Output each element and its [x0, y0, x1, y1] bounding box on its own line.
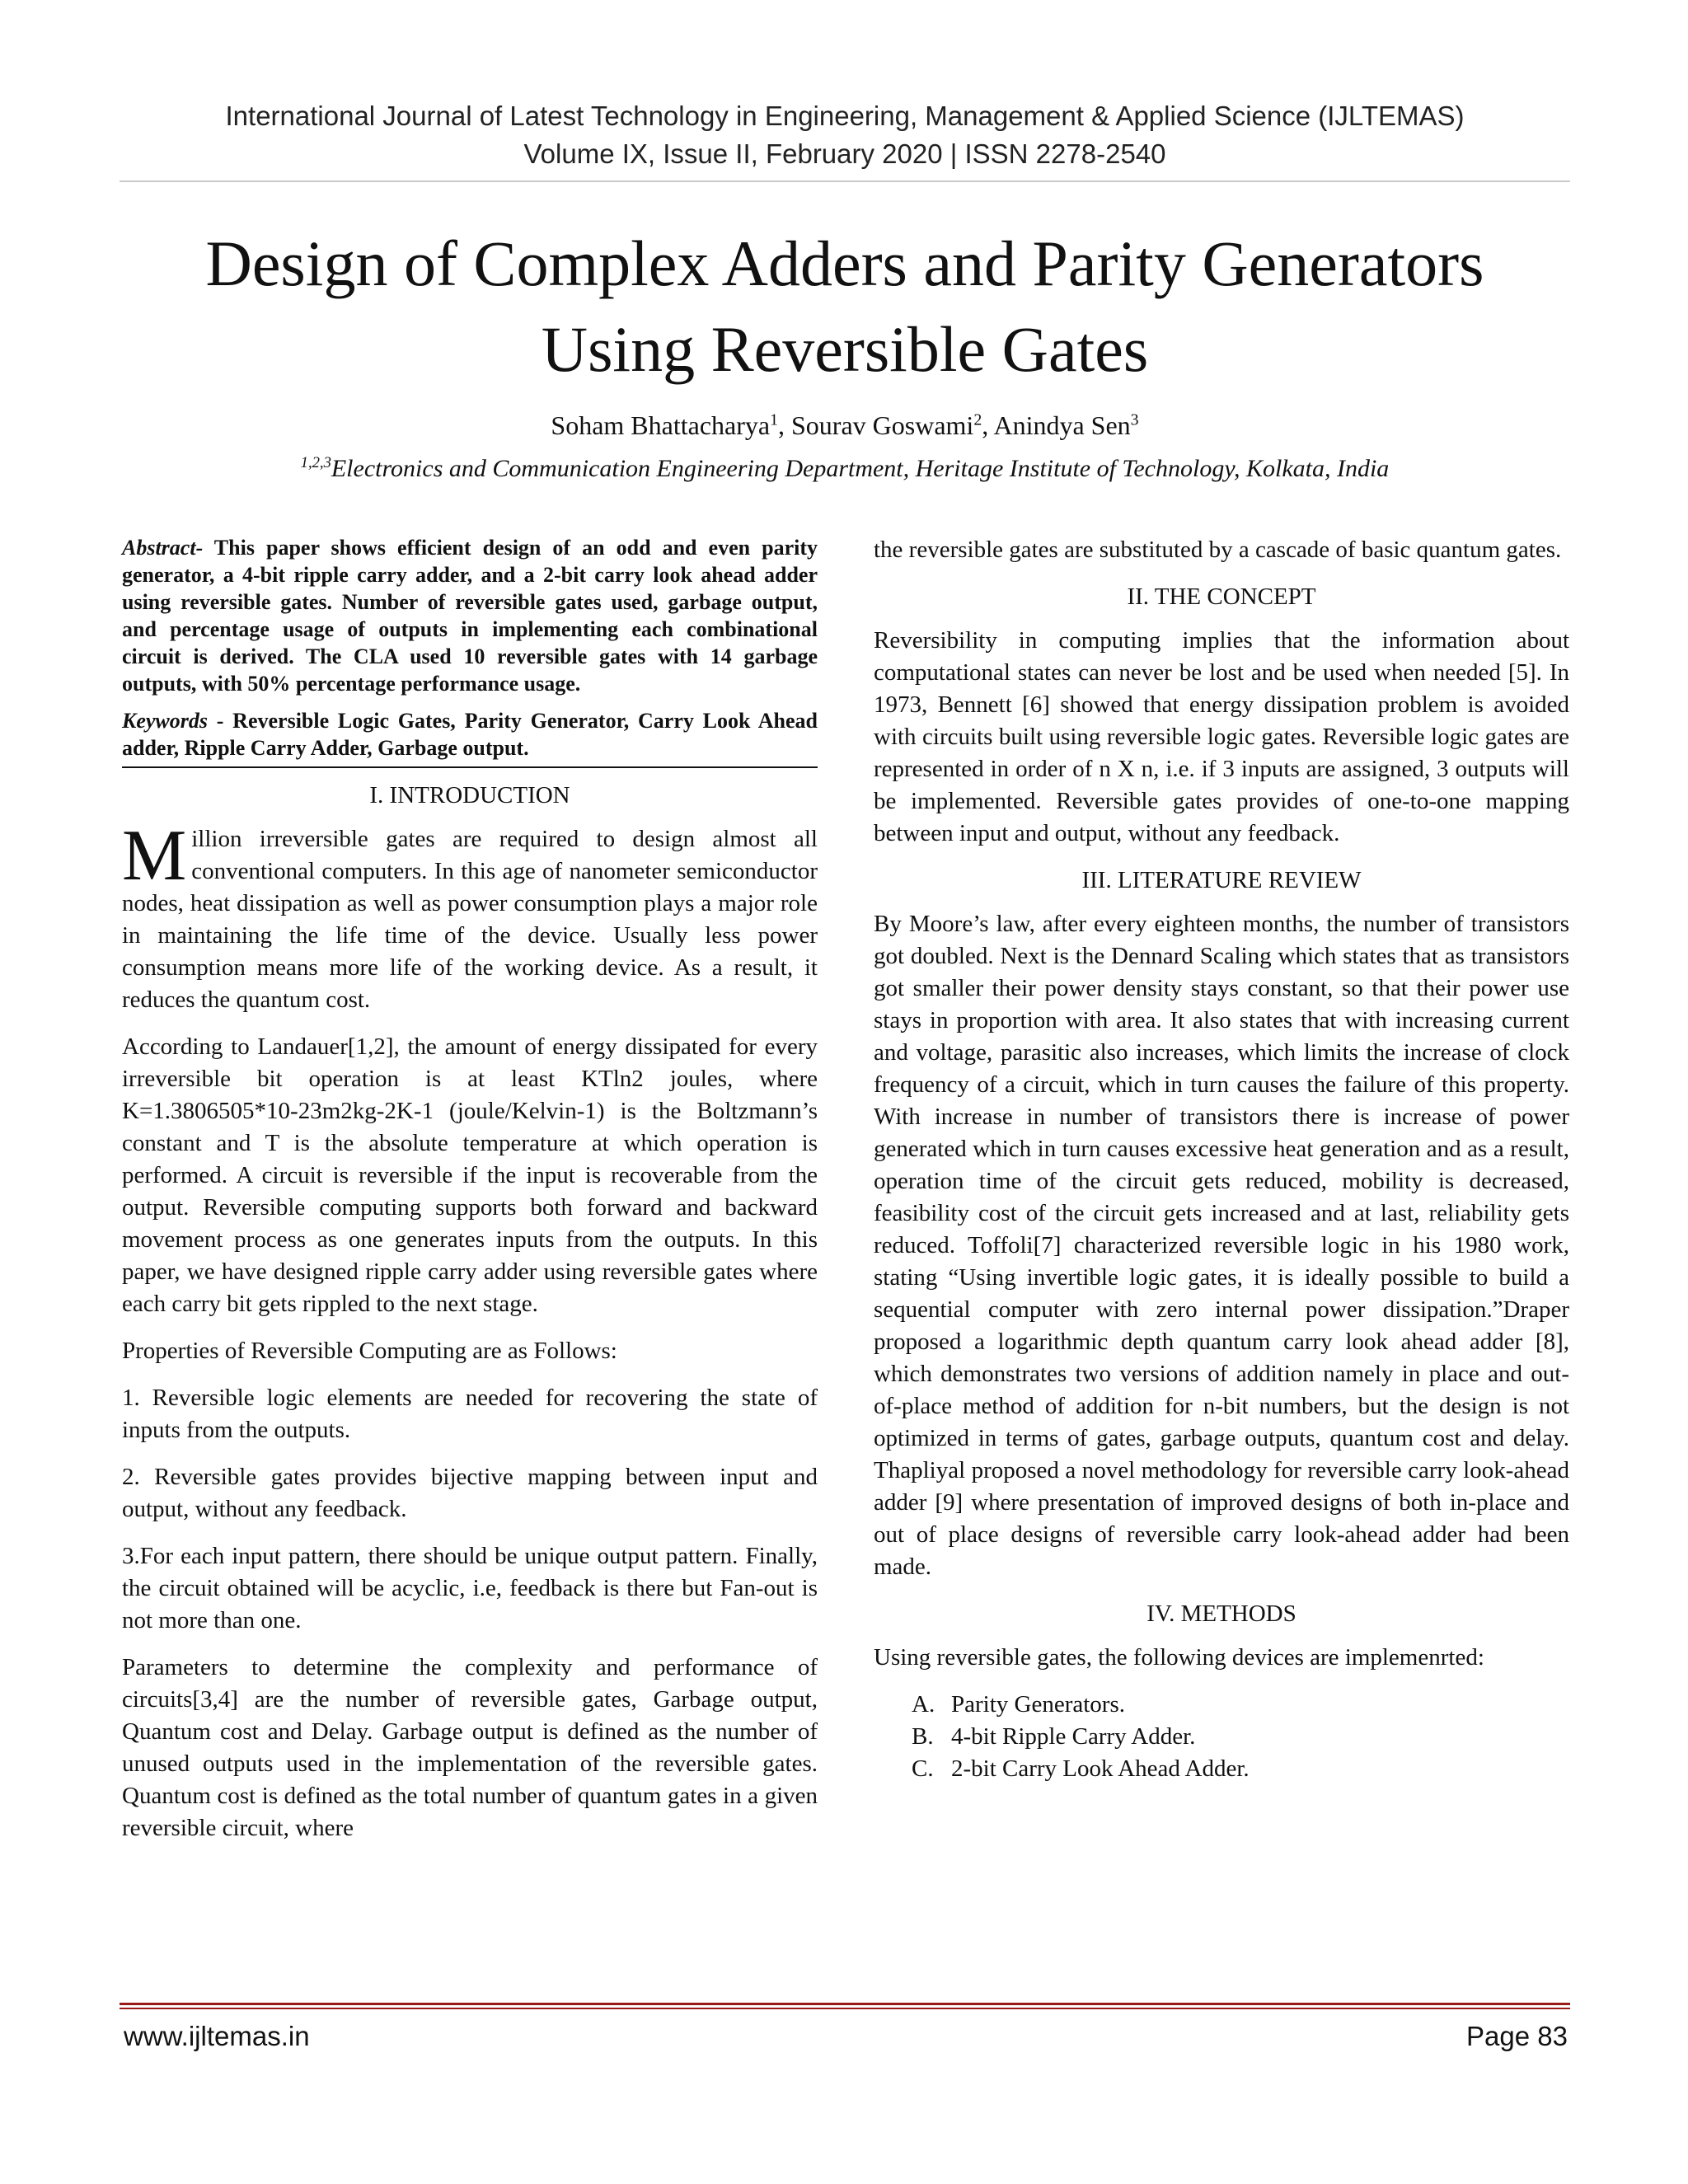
keywords-text: - Reversible Logic Gates, Parity Generator, Carry Look Ahead adder, Ripple Carry Adder, Garbage output. [122, 709, 818, 760]
author-name: Sourav Goswami [791, 410, 974, 440]
list-marker: C. [912, 1755, 934, 1782]
section-heading-literature: III. LITERATURE REVIEW [1081, 867, 1362, 893]
body-paragraph: 3.For each input pattern, there should be unique output pattern. Finally, the circuit obtained will be acyclic, i.e, feedback is there but Fan-out is not more than one. [122, 1543, 818, 1633]
page-number: Page 83 [1466, 2021, 1568, 2051]
list-item-text: Parity Generators. [951, 1691, 1125, 1718]
journal-header [120, 97, 1570, 173]
drop-cap: M [122, 816, 187, 896]
body-paragraph: Using reversible gates, the following devices are implemenrted: [874, 1644, 1484, 1671]
paper-title [120, 221, 1570, 392]
author-sup: 3 [1130, 410, 1139, 429]
footer-website: www.ijltemas.in [124, 2021, 310, 2051]
page-footer [124, 2018, 1568, 2055]
affiliation-text: Electronics and Communication Engineering Department, Heritage Institute of Technology, Kolkata, India [331, 455, 1390, 482]
header-divider [120, 180, 1570, 182]
left-column [122, 534, 818, 1859]
title-line-1: Design of Complex Adders and Parity Generators [205, 227, 1484, 299]
author-list: Soham Bhattacharya$^1$, Sourav Goswami$^2$, Anindya Sen$^3$ [551, 410, 1139, 440]
journal-issue: Volume IX, Issue II, February 2020 | ISSN 2278-2540 [523, 138, 1166, 169]
section-heading-concept: II. THE CONCEPT [1127, 583, 1316, 610]
author-sup: 2 [973, 410, 982, 429]
affiliation [120, 452, 1570, 486]
list-item [912, 1721, 1569, 1753]
body-paragraph: By Moore’s law, after every eighteen months, the number of transistors got doubled. Next is the Dennard Scaling which states that as transistors got smaller their power density stays constant, so that their power use stays in proportion with area. It also states that with increasing current and voltage, parasitic also increases, which limits the increase of clock frequency of a circuit, which in turn causes the failure of this property. With increase in number of transistors there is increase of power generated which in turn causes excessive heat generation and as a result, operation time of the circuit gets reduced, mobility is decreased, feasibility cost of the circuit gets increased and at last, reliability gets reduced. Toffoli[7] characterized reversible logic in his 1980 work, stating “Using invertible logic gates, it is ideally possible to build a sequential computer with zero internal power dissipation.”Draper proposed a logarithmic depth quantum carry look ahead adder [8], which demonstrates two versions of addition namely in place and out-of-place method of addition for n-bit numbers, but the design is not optimized in terms of gates, garbage outputs, quantum cost and delay. Thapliyal proposed a novel methodology for reversible carry look-ahead adder [9] where presentation of improved designs of both in-place and out of place designs of reversible carry look-ahead adder had been made. [874, 911, 1569, 1580]
body-paragraph: the reversible gates are substituted by a cascade of basic quantum gates. [874, 537, 1562, 563]
keywords-label: Keywords [122, 709, 208, 733]
abstract-text: This paper shows efficient design of an odd and even parity generator, a 4-bit ripple carry adder, and a 2-bit carry look ahead adder using reversible gates. Number of reversible gates used, garbage output, and percentage usage of outputs in implementing each combinational circuit is derived. The CLA used 10 reversible gates with 14 garbage outputs, with 50% percentage performance usage. [122, 536, 818, 696]
list-item [912, 1753, 1569, 1785]
list-item-text: 4-bit Ripple Carry Adder. [951, 1723, 1196, 1750]
list-marker: B. [912, 1723, 934, 1750]
body-paragraph: 2. Reversible gates provides bijective mapping between input and output, without any feedback. [122, 1464, 818, 1522]
list-marker: A. [912, 1691, 935, 1718]
title-line-2: Using Reversible Gates [541, 313, 1149, 385]
body-paragraph: Reversibility in computing implies that the information about computational states can never be lost and be used when needed [5]. In 1973, Bennett [6] showed that energy dissipation problem is avoided with circuits built using reversible logic gates. Reversible logic gates are represented in order of n X n, i.e. if 3 inputs are assigned, 3 outputs will be implemented. Reversible gates provides of one-to-one mapping between input and output, without any feedback. [874, 627, 1569, 846]
author-name: Soham Bhattacharya [551, 410, 771, 440]
section-heading-methods: IV. METHODS [1146, 1601, 1296, 1627]
intro-paragraph [122, 816, 818, 1016]
author-name: Anindya Sen [993, 410, 1131, 440]
body-paragraph: Properties of Reversible Computing are as Follows: [122, 1338, 617, 1364]
author-sup: 1 [770, 410, 778, 429]
abstract [122, 534, 818, 697]
methods-list [874, 1689, 1569, 1785]
intro-paragraph-text: illion irreversible gates are required to design almost all conventional computers. In this age of nanometer semiconductor nodes, heat dissipation as well as power consumption plays a major role in maintaining the life time of the device. Usually less power consumption means more life of the working device. As a result, it reduces the quantum cost. [122, 826, 818, 1013]
list-item [912, 1689, 1569, 1721]
journal-name: International Journal of Latest Technology in Engineering, Management & Applied Science (IJLTEMAS) [225, 101, 1465, 131]
keywords [122, 707, 818, 762]
body-paragraph: According to Landauer[1,2], the amount of energy dissipated for every irreversible bit operation is at least KTln2 joules, where K=1.3806505*10-23m2kg-2K-1 (joule/Kelvin-1) is the Boltzmann’s constant and T is the absolute temperature at which operation is performed. A circuit is reversible if the input is recoverable from the output. Reversible computing supports both forward and backward movement process as one generates inputs from the outputs. In this paper, we have designed ripple carry adder using reversible gates where each carry bit gets rippled to the next stage. [122, 1033, 818, 1317]
right-column [874, 534, 1569, 1785]
body-paragraph: Parameters to determine the complexity and performance of circuits[3,4] are the number of reversible gates, Garbage output, Quantum cost and Delay. Garbage output is defined as the number of unused outputs used in the implementation of the reversible gates. Quantum cost is defined as the total number of quantum gates in a given reversible circuit, where [122, 1654, 818, 1841]
body-paragraph: 1. Reversible logic elements are needed for recovering the state of inputs from the outputs. [122, 1385, 818, 1443]
section-heading-introduction: I. INTRODUCTION [369, 782, 570, 808]
abstract-label: Abstract- [122, 536, 204, 560]
abstract-divider [122, 766, 818, 768]
footer-divider [120, 2003, 1570, 2009]
affiliation-sup: 1,2,3 [300, 454, 331, 471]
list-item-text: 2-bit Carry Look Ahead Adder. [951, 1755, 1250, 1782]
